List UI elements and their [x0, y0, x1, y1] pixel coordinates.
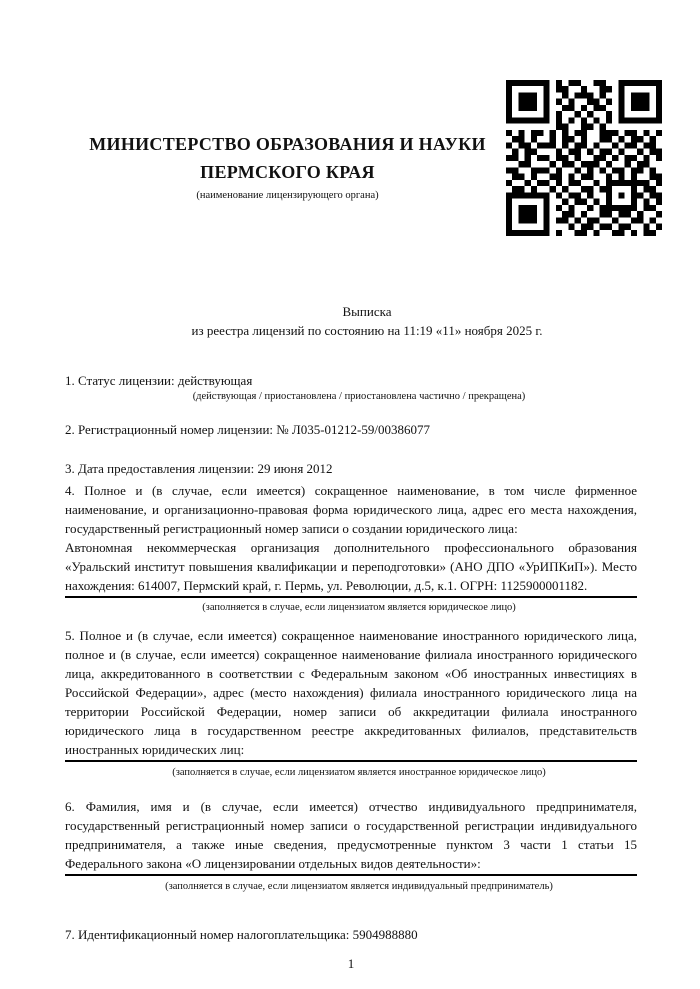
item-6-entrepreneur-question: 6. Фамилия, имя и (в случае, если имеется) отчество индивидуального предпринимателя, государственный регистрационный номер записи о государственной регистрации индивидуального предпринимателя, а также иные сведения, предусмотренные пунктом 3 части 1 статьи 15 Федерального закона «О лицензировании отдельных видов деятельности»:	[65, 797, 637, 876]
item-3-grant-date: 3. Дата предоставления лицензии: 29 июня 2012	[65, 461, 333, 476]
item-4-legal-entity-question: 4. Полное и (в случае, если имеется) сокращенное наименование, в том числе фирменное наименование, и организационно-правовая форма юридического лица, адрес его места нахождения, государственный регистрационный номер записи о создании юридического лица:	[65, 483, 637, 536]
document-title-block	[81, 302, 653, 340]
document-body	[65, 0, 637, 973]
item-4-legal-entity-value: Автономная некоммерческая организация дополнительного профессионального образования «Уральский институт повышения квалификации и переподготовки» (АНО ДПО «УрИПКиП»). Место нахождения: 614007, Пермский край, г. Пермь, ул. Революции, д.5, к.1. ОГРН: 1125900001182.	[65, 538, 637, 598]
item-5-foreign-entity-caption: (заполняется в случае, если лицензиатом является иностранное юридическое лицо)	[172, 767, 546, 778]
document-title: Выписка	[342, 304, 392, 319]
item-4-legal-entity-caption: (заполняется в случае, если лицензиатом является юридическое лицо)	[202, 602, 516, 613]
ministry-caption: (наименование лицензирующего органа)	[196, 190, 379, 201]
ministry-name-line2: ПЕРМСКОГО КРАЯ	[200, 162, 375, 182]
item-7-taxpayer-inn: 7. Идентификационный номер налогоплательщика: 5904988880	[65, 927, 418, 942]
item-1-license-status: 1. Статус лицензии: действующая	[65, 373, 253, 388]
item-5-foreign-entity-question: 5. Полное и (в случае, если имеется) сокращенное наименование иностранного юридического лица, полное и (в случае, если имеется) сокращенное наименование филиала иностранного юридического лица, аккредитованного в соответствии с Федеральным законом «Об иностранных инвестициях в Российской Федерации», адрес (место нахождения) филиала иностранного юридического лица на территории Российской Федерации, номер записи об аккредитации филиала иностранного юридического лица в государственном реестре аккредитованных филиалов, представительств иностранных юридических лиц:	[65, 626, 637, 762]
page-number: 1	[347, 956, 355, 971]
item-2-registration-number: 2. Регистрационный номер лицензии: № Л035-01212-59/00386077	[65, 422, 431, 437]
item-1-status-options-caption: (действующая / приостановлена / приостановлена частично / прекращена)	[192, 391, 526, 402]
item-6-entrepreneur-caption: (заполняется в случае, если лицензиатом является индивидуальный предприниматель)	[165, 881, 553, 892]
document-subtitle: из реестра лицензий по состоянию на 11:19 «11» ноября 2025 г.	[191, 323, 543, 338]
ministry-name-line1: МИНИСТЕРСТВО ОБРАЗОВАНИЯ И НАУКИ	[89, 134, 486, 154]
